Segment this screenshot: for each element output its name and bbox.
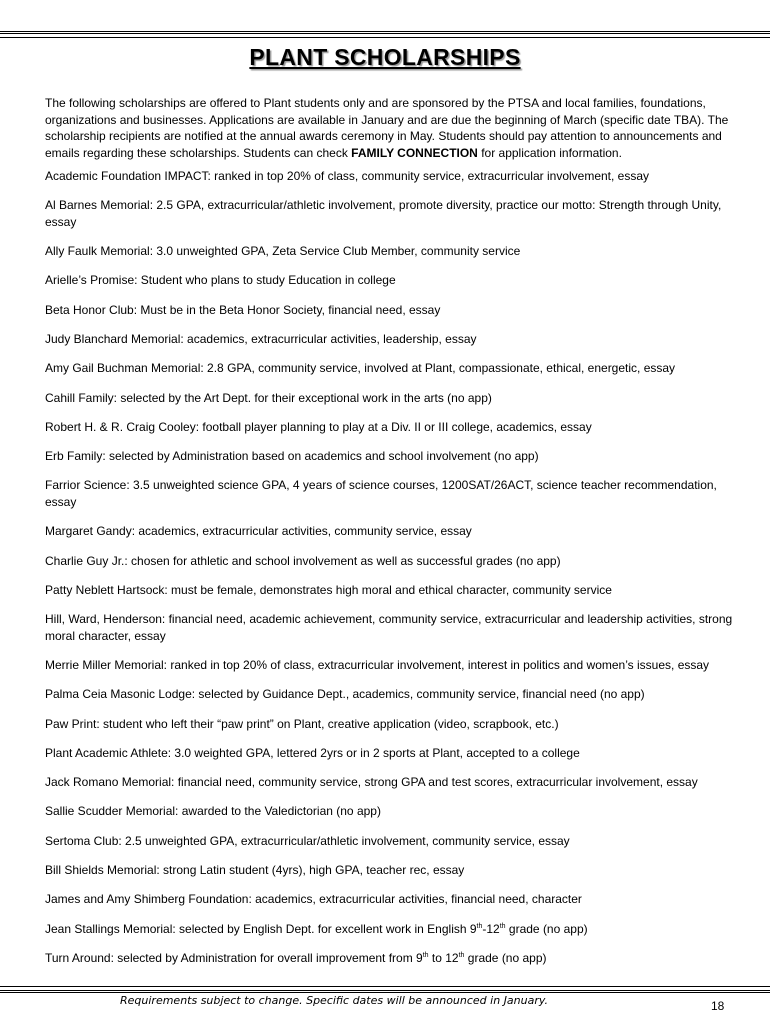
page-title: PLANT SCHOLARSHIPS bbox=[249, 44, 521, 70]
scholarship-entry: Cahill Family: selected by the Art Dept. for their exceptional work in the arts (no app) bbox=[45, 390, 492, 405]
entry-text: -12 bbox=[482, 921, 500, 936]
scholarship-entry-turn-around bbox=[45, 950, 735, 967]
scholarship-entry: Merrie Miller Memorial: ranked in top 20% of class, extracurricular involvement, interest in politics and women’s issues, essay bbox=[45, 657, 710, 672]
document-body bbox=[45, 95, 735, 979]
scholarship-entry: Ally Faulk Memorial: 3.0 unweighted GPA, Zeta Service Club Member, community service bbox=[45, 244, 521, 259]
scholarship-entry: Plant Academic Athlete: 3.0 weighted GPA, lettered 2yrs or in 2 sports at Plant, accepted to a college bbox=[45, 745, 580, 760]
scholarship-entry: Palma Ceia Masonic Lodge: selected by Guidance Dept., academics, community service, financial need (no app) bbox=[45, 687, 645, 702]
scholarship-entry: Hill, Ward, Henderson: financial need, academic achievement, community service, extracurricular and leadership activities, strong moral character, essay bbox=[45, 612, 733, 643]
top-double-rule bbox=[0, 31, 770, 34]
scholarship-entry: Patty Neblett Hartsock: must be female, demonstrates high moral and ethical character, community service bbox=[45, 582, 612, 597]
scholarship-entry: Sertoma Club: 2.5 unweighted GPA, extracurricular/athletic involvement, community service, essay bbox=[45, 833, 570, 848]
family-connection-emphasis: FAMILY CONNECTION bbox=[351, 145, 478, 160]
scholarship-entry: Paw Print: student who left their “paw print” on Plant, creative application (video, scrapbook, etc.) bbox=[45, 716, 559, 731]
intro-paragraph bbox=[45, 95, 735, 161]
scholarship-entry: Al Barnes Memorial: 2.5 GPA, extracurricular/athletic involvement, promote diversity, practice our motto: Strength through Unity, essay bbox=[45, 198, 722, 229]
bottom-double-rule bbox=[0, 990, 770, 993]
scholarship-entry: Erb Family: selected by Administration based on academics and school involvement (no app) bbox=[45, 449, 539, 464]
scholarship-entry: Beta Honor Club: Must be in the Beta Honor Society, financial need, essay bbox=[45, 302, 441, 317]
superscript: th bbox=[499, 922, 506, 930]
page-number: 18 bbox=[711, 999, 725, 1013]
scholarship-list bbox=[45, 168, 735, 908]
scholarship-entry: Charlie Guy Jr.: chosen for athletic and school involvement as well as successful grades (no app) bbox=[45, 553, 561, 568]
scholarship-entry: Sallie Scudder Memorial: awarded to the Valedictorian (no app) bbox=[45, 804, 381, 819]
scholarship-entry: Farrior Science: 3.5 unweighted science GPA, 4 years of science courses, 1200SAT/26ACT, science teacher recommendation, essay bbox=[45, 478, 717, 509]
scholarship-entry: Judy Blanchard Memorial: academics, extracurricular activities, leadership, essay bbox=[45, 331, 477, 346]
scholarship-entry: Arielle’s Promise: Student who plans to study Education in college bbox=[45, 273, 396, 288]
superscript: th bbox=[458, 951, 465, 959]
scholarship-entry: Margaret Gandy: academics, extracurricular activities, community service, essay bbox=[45, 524, 472, 539]
scholarship-entry-jean-stallings bbox=[45, 921, 735, 938]
bottom-rule bbox=[0, 986, 770, 987]
entry-text: grade (no app) bbox=[505, 921, 588, 936]
scholarship-entry: Academic Foundation IMPACT: ranked in top 20% of class, community service, extracurricular involvement, essay bbox=[45, 169, 650, 183]
intro-text-end: for application information. bbox=[477, 145, 622, 160]
scholarship-entry: Robert H. & R. Craig Cooley: football player planning to play at a Div. II or III college, academics, essay bbox=[45, 419, 592, 434]
scholarship-entry: James and Amy Shimberg Foundation: academics, extracurricular activities, financial need, character bbox=[45, 892, 582, 907]
entry-text: grade (no app) bbox=[464, 950, 547, 965]
top-rule bbox=[0, 37, 770, 38]
entry-text: to 12 bbox=[428, 950, 459, 965]
scholarship-entry: Bill Shields Memorial: strong Latin student (4yrs), high GPA, teacher rec, essay bbox=[45, 863, 465, 878]
scholarship-entry: Amy Gail Buchman Memorial: 2.8 GPA, community service, involved at Plant, compassionate, ethical, energetic, essay bbox=[45, 361, 676, 376]
footer-note: Requirements subject to change. Specific dates will be announced in January. bbox=[120, 994, 549, 1007]
superscript: th bbox=[422, 951, 429, 959]
entry-text: Turn Around: selected by Administration for overall improvement from 9 bbox=[45, 950, 423, 965]
intro-text: The following scholarships are offered to Plant students only and are sponsored by the PTSA and local families, foundations, organizations and businesses. Applications are available in January and are due the beginning of March (specific date TBA). The scholarship recipients are notified at the annual awards ceremony in May. Students should pay attention to announcements and emails regarding these scholarships. Students can check bbox=[45, 96, 729, 160]
scholarship-entry: Jack Romano Memorial: financial need, community service, strong GPA and test scores, extracurricular involvement, essay bbox=[45, 775, 698, 790]
entry-text: Jean Stallings Memorial: selected by English Dept. for excellent work in English 9 bbox=[45, 921, 477, 936]
superscript: th bbox=[476, 922, 483, 930]
